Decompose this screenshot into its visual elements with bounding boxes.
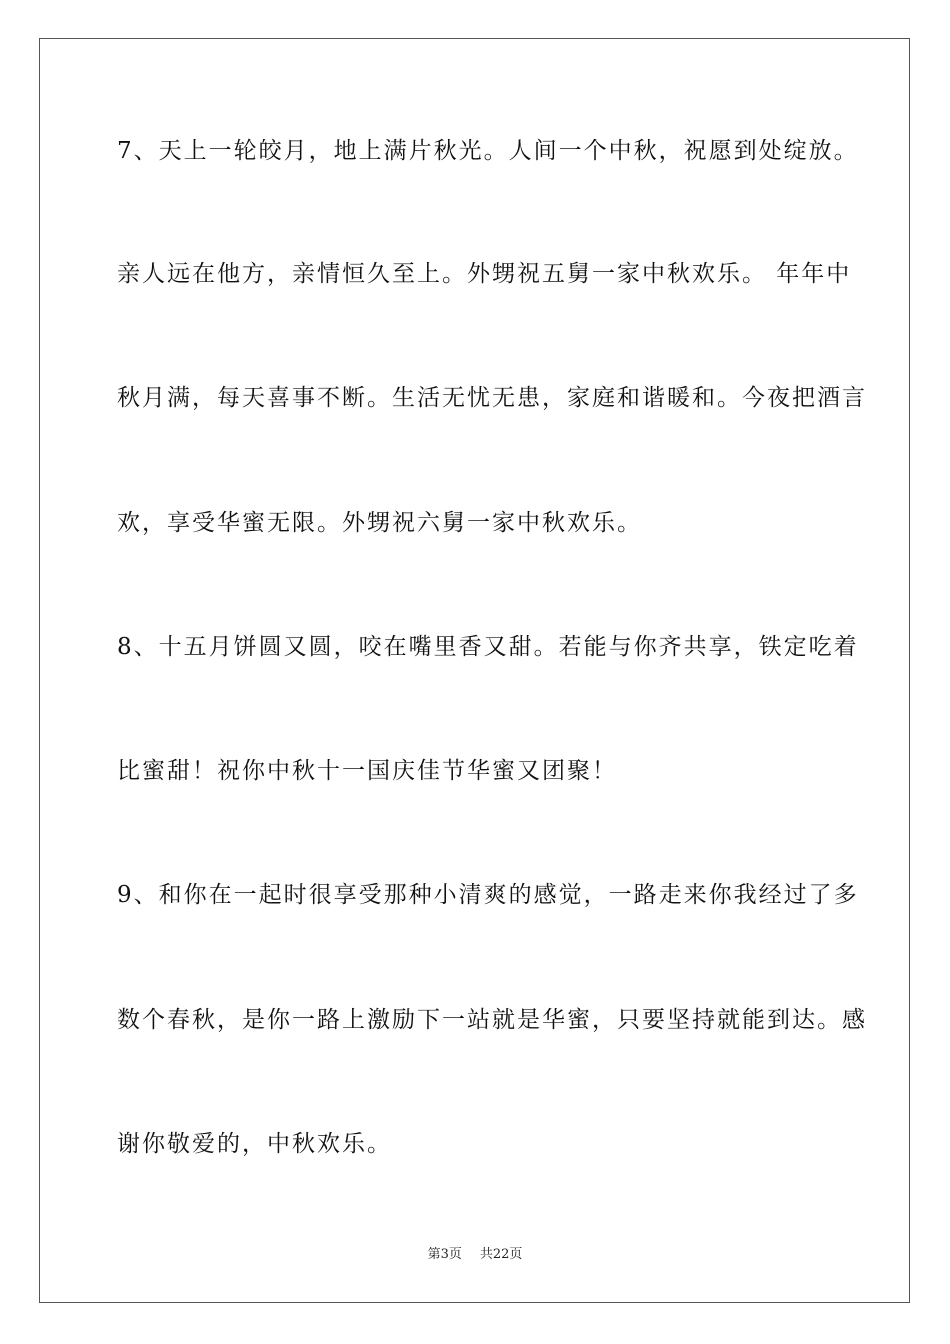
- text-line-9: 谢你敬爱的，中秋欢乐。: [117, 1131, 392, 1157]
- text-line-2: 亲人远在他方，亲情恒久至上。外甥祝五舅一家中秋欢乐。 年年中: [117, 261, 852, 287]
- page-number-current: 第3页: [427, 1247, 462, 1262]
- text-line-4: 欢，享受华蜜无限。外甥祝六舅一家中秋欢乐。: [117, 510, 642, 536]
- text-line-8: 数个春秋，是你一路上激励下一站就是华蜜，只要坚持就能到达。感: [117, 1007, 867, 1033]
- text-line-7: 9、和你在一起时很享受那种小清爽的感觉，一路走来你我经过了多: [117, 882, 859, 908]
- text-line-1: 7、天上一轮皎月，地上满片秋光。人间一个中秋，祝愿到处绽放。: [117, 138, 859, 164]
- text-line-6: 比蜜甜！祝你中秋十一国庆佳节华蜜又团聚！: [117, 758, 617, 784]
- page-border: [39, 38, 910, 1303]
- text-line-3: 秋月满，每天喜事不断。生活无忧无患，家庭和谐暖和。今夜把酒言: [117, 385, 867, 411]
- text-line-5: 8、十五月饼圆又圆，咬在嘴里香又甜。若能与你齐共享，铁定吃着: [117, 634, 859, 660]
- page-footer: [0, 1246, 950, 1264]
- page-number-total: 共22页: [479, 1247, 523, 1262]
